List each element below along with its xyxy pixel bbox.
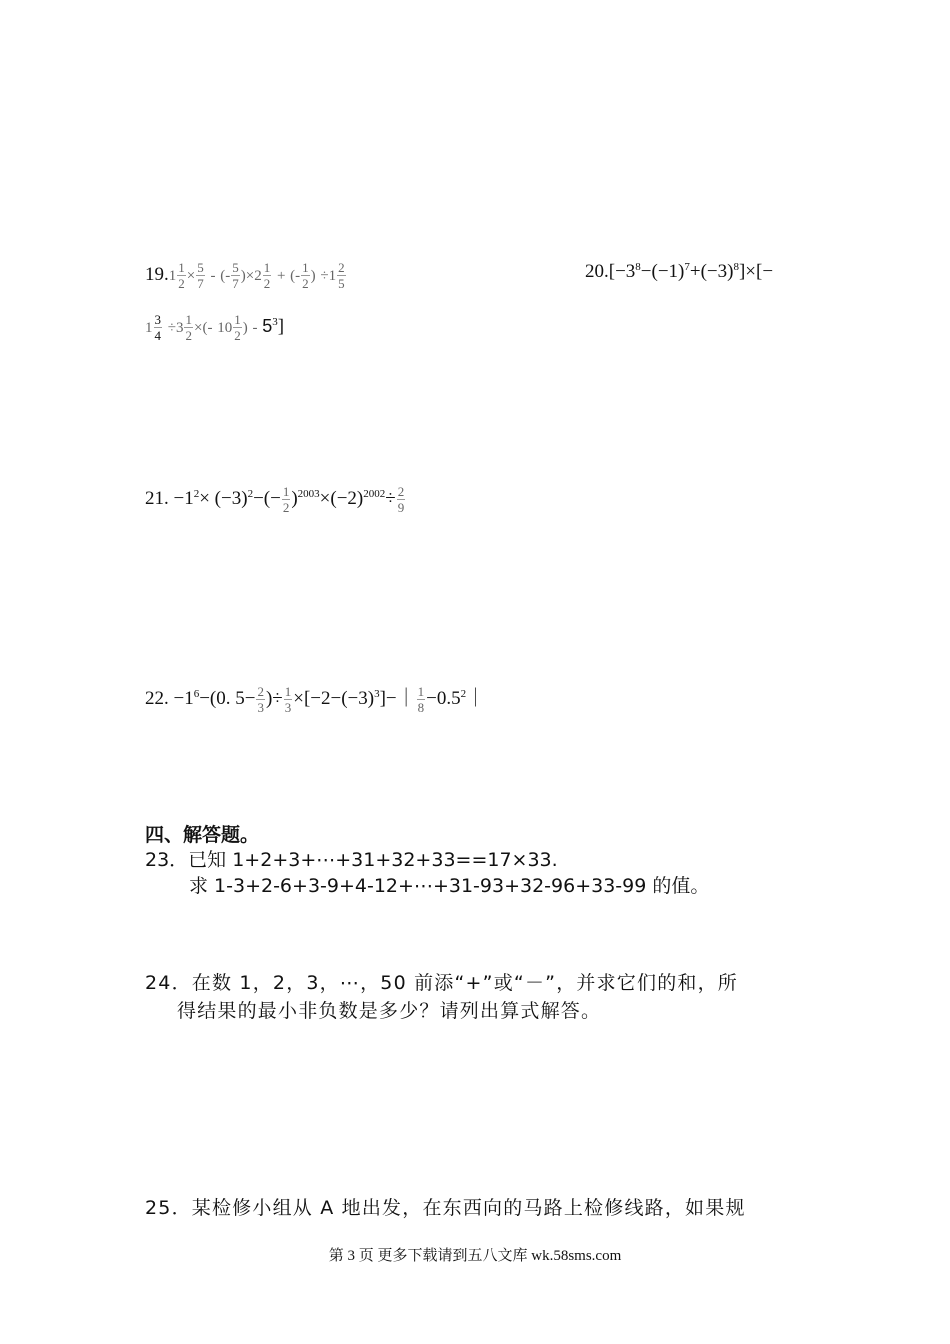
denominator: 2: [185, 328, 192, 343]
exponent: 3: [374, 687, 380, 700]
exponent: 6: [193, 687, 200, 700]
problem-23-line2: 求 1-3+2-6+3-9+4-12+⋯+31-93+32-96+33-99 的值。: [189, 875, 710, 897]
denominator: 5: [338, 276, 345, 291]
operator: +: [276, 267, 286, 284]
expr-term: −0.5: [426, 687, 461, 709]
paren: ): [240, 267, 246, 284]
denominator: 2: [234, 328, 241, 343]
problem-19-line1: [145, 260, 347, 291]
operator: ÷: [320, 267, 329, 284]
denominator: 2: [302, 276, 309, 291]
paren: (-: [202, 319, 213, 336]
expr-term: −(−1): [640, 261, 685, 282]
expr-term: ]−｜: [379, 687, 416, 709]
problem-19-label: 19.: [145, 263, 169, 285]
operator: ×: [245, 267, 255, 284]
expr-term: +(−3): [689, 261, 734, 282]
fraction: [263, 260, 272, 291]
numerator: 1: [282, 484, 290, 499]
expr-term: −1: [173, 487, 194, 509]
exponent: 2: [247, 487, 254, 500]
problem-20: [585, 260, 773, 284]
fraction: [256, 684, 265, 715]
fraction: [282, 484, 291, 515]
denominator: 2: [178, 276, 185, 291]
problem-24-line2: 得结果的最小非负数是多少？请列出算式解答。: [177, 1000, 602, 1022]
paren: (-: [220, 267, 231, 284]
problem-23-line1: 23．已知 1+2+3+⋯+31+32+33==17×33.: [145, 849, 558, 871]
mixed-whole: 1: [145, 319, 153, 336]
exponent: 7: [684, 261, 690, 273]
fraction: [154, 312, 163, 343]
numerator: 5: [232, 260, 239, 275]
fraction: [397, 484, 406, 515]
numerator: 2: [338, 260, 345, 275]
expr-term: ×[−2−(−3): [293, 687, 375, 709]
operator: ÷: [167, 319, 176, 336]
paren: (-: [290, 267, 301, 284]
numerator: 5: [197, 260, 204, 275]
expr-term: [−3: [608, 261, 636, 282]
denominator: 7: [232, 276, 239, 291]
numerator: 1: [302, 260, 309, 275]
denominator: 3: [284, 700, 292, 715]
numerator: 1: [185, 312, 192, 327]
expr-term: ): [291, 487, 298, 509]
expr-term: ]×[−: [738, 261, 774, 282]
section-4-heading: 四、解答题。: [145, 824, 260, 846]
problem-22: [145, 684, 485, 715]
fraction: [184, 312, 193, 343]
paren: ): [242, 319, 248, 336]
numerator: 2: [397, 484, 405, 499]
problem-24-line1: 24．在数 1，2，3，⋯，50 前添“+”或“－”，并求它们的和，所: [145, 972, 738, 994]
bracket: ]: [277, 315, 285, 337]
numerator: 1: [417, 684, 425, 699]
mixed-whole: 1: [168, 267, 177, 284]
expr-term: )÷: [265, 687, 283, 709]
denominator: 9: [397, 500, 405, 515]
power-base: 5: [262, 315, 273, 336]
expr-term: ｜: [466, 687, 486, 709]
mixed-whole: 3: [175, 319, 184, 336]
denominator: 2: [282, 500, 290, 515]
operator: ×: [193, 319, 203, 336]
operator: ×: [186, 267, 196, 284]
expr-term: −(−: [253, 487, 281, 509]
problem-20-label: 20.: [585, 261, 609, 282]
expr-term: −1: [173, 687, 194, 709]
operator: ÷: [385, 487, 396, 509]
exponent: 2002: [363, 487, 386, 500]
exponent: 2: [193, 487, 200, 500]
denominator: 4: [154, 328, 161, 343]
problem-21: [145, 484, 406, 515]
denominator: 7: [197, 276, 204, 291]
numerator: 1: [234, 312, 241, 327]
mixed-whole: 2: [254, 267, 262, 284]
mixed-whole: 1: [328, 267, 337, 284]
fraction: [196, 260, 205, 291]
operator: -: [210, 267, 216, 284]
expr-term: −(0. 5−: [199, 687, 256, 709]
fraction: [417, 684, 426, 715]
numerator: 2: [257, 684, 264, 699]
page-footer: 第 3 页 更多下载请到五八文库 wk.58sms.com: [328, 1248, 622, 1264]
exponent: 8: [635, 261, 641, 273]
numerator: 3: [154, 312, 161, 327]
numerator: 1: [284, 684, 292, 699]
problem-19-line2: [145, 312, 284, 343]
expr-term: × (−3): [199, 487, 248, 509]
exponent: 8: [733, 261, 739, 273]
fraction: [231, 260, 240, 291]
expr-term: ×(−2): [319, 487, 364, 509]
mixed-whole: 10: [217, 319, 233, 336]
denominator: 3: [257, 700, 264, 715]
numerator: 1: [178, 260, 185, 275]
problem-22-label: 22.: [145, 687, 169, 709]
denominator: 8: [417, 700, 425, 715]
paren: ): [310, 267, 316, 284]
exponent: 2: [460, 687, 467, 700]
operator: -: [252, 319, 258, 336]
fraction: [233, 312, 242, 343]
exponent: 3: [272, 315, 278, 328]
problem-25-line1: 25．某检修小组从 A 地出发，在东西向的马路上检修线路，如果规: [145, 1197, 746, 1219]
denominator: 2: [263, 276, 271, 291]
exponent: 2003: [297, 487, 320, 500]
fraction: [301, 260, 310, 291]
problem-21-label: 21.: [145, 487, 169, 509]
fraction: [284, 684, 293, 715]
fraction: [177, 260, 186, 291]
numerator: 1: [263, 260, 271, 275]
fraction: [337, 260, 346, 291]
